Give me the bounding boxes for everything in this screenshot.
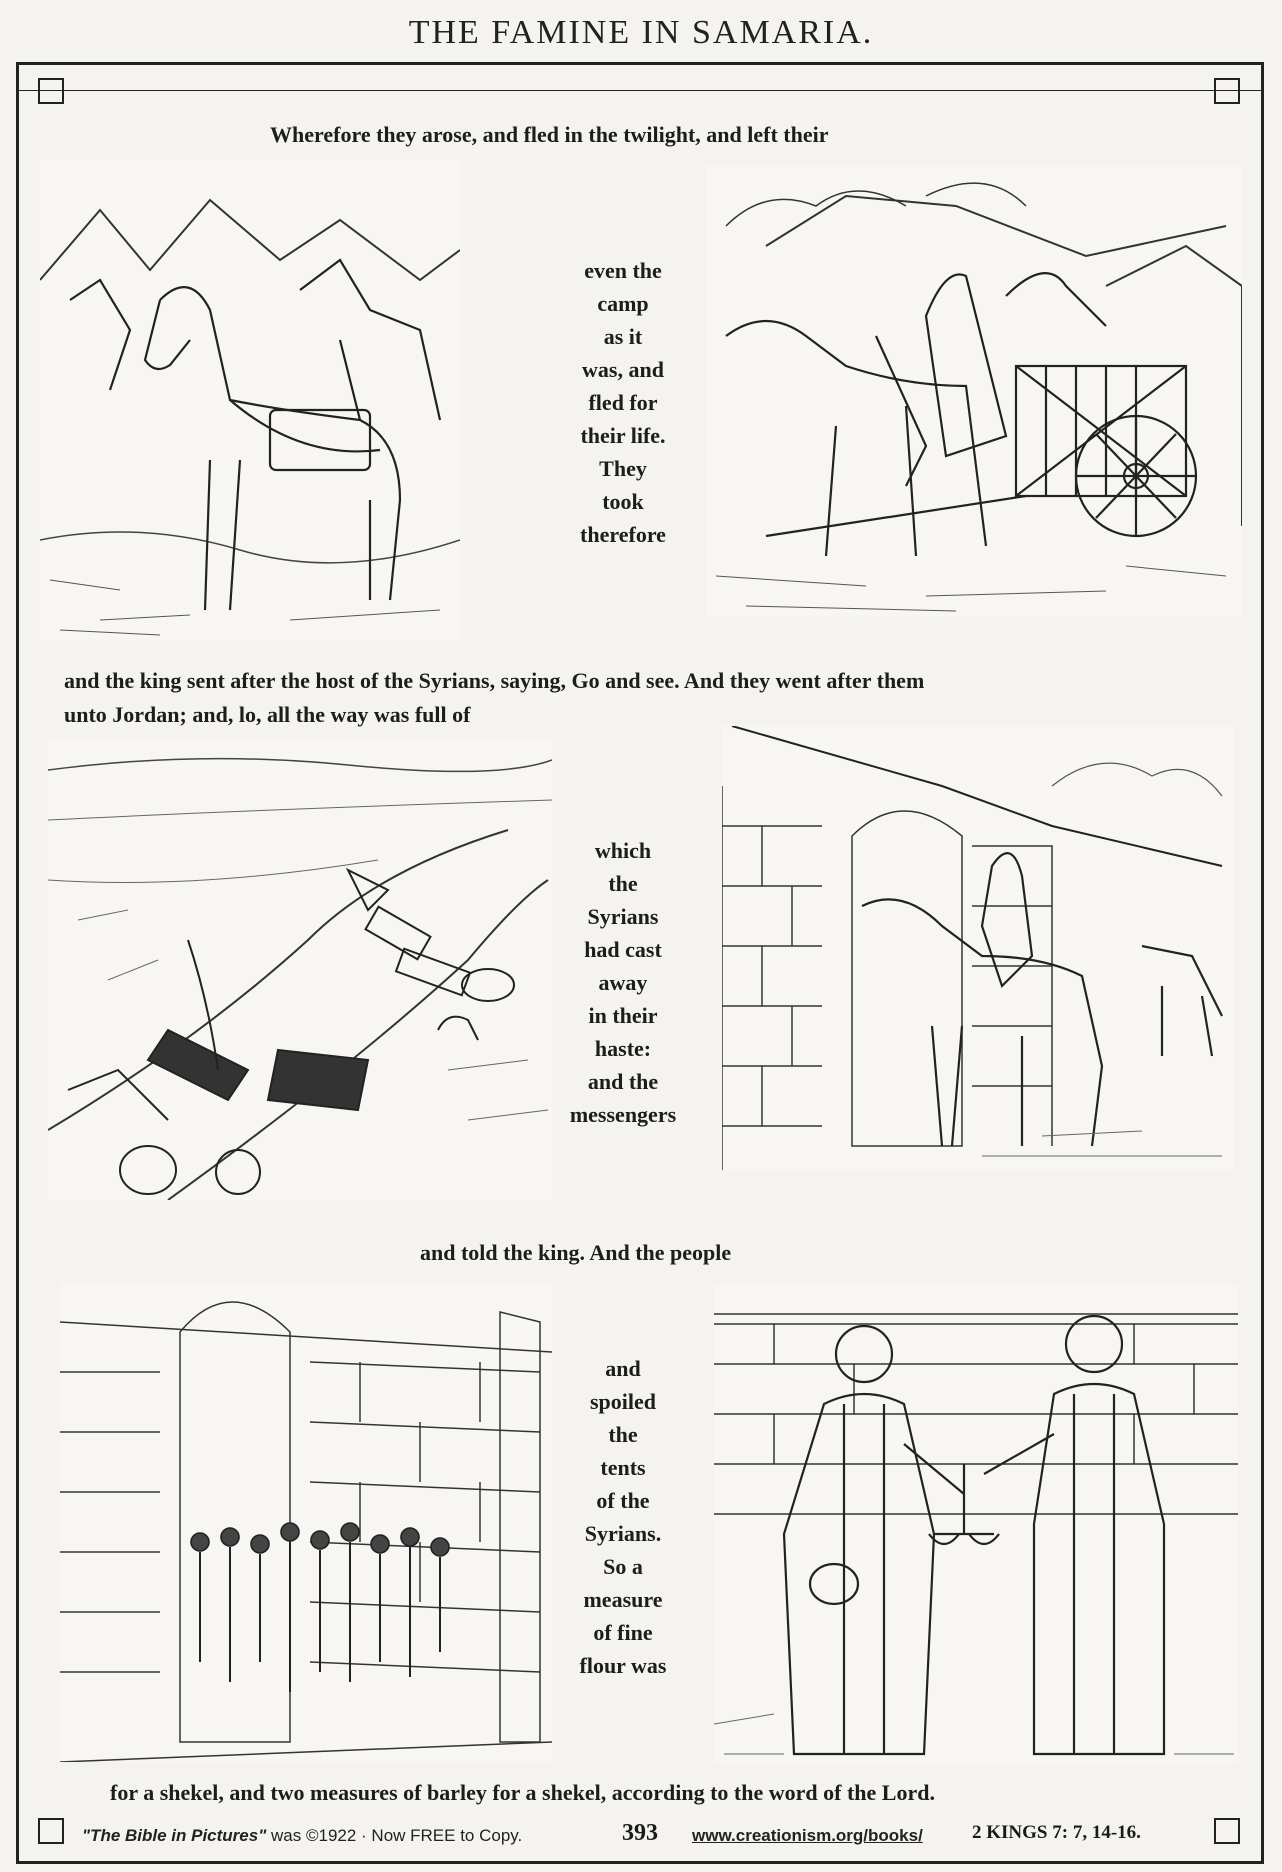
scripture-reference: 2 KINGS 7: 7, 14-16. [972,1822,1141,1843]
copyright-notice: was ©1922 · Now FREE to Copy. [266,1826,523,1845]
caption-lower: and told the king. And the people [420,1240,732,1265]
text-line: as it [603,324,643,349]
text-line: therefore [580,522,666,547]
text-line: which [594,838,652,863]
caption-top: Wherefore they arose, and fled in the twilight, and left their [270,122,829,147]
text-line: of the [596,1488,650,1513]
text-column-3 [558,1352,688,1682]
text-line: the [608,1422,638,1447]
illustration-messengers-at-city-gate [722,726,1234,1170]
illustration-horses-at-camp [40,160,460,640]
frame-corner-bottom-left [38,1818,64,1844]
text-line: Syrians [587,904,659,929]
text-line: the [608,871,638,896]
text-line: measure [583,1587,663,1612]
text-column-2 [558,834,688,1131]
frame-rule-top [16,90,1264,91]
text-line: in their [588,1003,658,1028]
illustration-people-at-city-gate [60,1282,552,1762]
text-line: even the [584,258,662,283]
text-line: away [598,970,648,995]
text-line: had cast [584,937,662,962]
text-line: fled for [588,390,658,415]
text-line: their life. [580,423,666,448]
frame-corner-top-left [38,78,64,104]
text-line: haste: [594,1036,652,1061]
website-link[interactable]: www.creationism.org/books/ [692,1826,923,1845]
text-column-1 [558,254,688,551]
text-line: and the [587,1069,659,1094]
illustration-men-weighing-flour [714,1284,1238,1764]
frame-corner-bottom-right [1214,1818,1240,1844]
text-line: of fine [593,1620,653,1645]
text-line: messengers [569,1102,677,1127]
text-line: tents [600,1455,646,1480]
text-line: camp [597,291,649,316]
page-title: THE FAMINE IN SAMARIA. [408,14,874,51]
text-line: Syrians. [584,1521,662,1546]
caption-middle-line-2: unto Jordan; and, lo, all the way was full of [64,702,471,727]
illustration-riders-and-chariot [706,166,1242,616]
text-line: flour was [579,1653,667,1678]
text-line: was, and [582,357,664,382]
text-line: They [599,456,647,481]
text-line: took [602,489,644,514]
book-title: "The Bible in Pictures" [82,1826,267,1845]
frame-corner-top-right [1214,78,1240,104]
text-line: spoiled [589,1389,657,1414]
footer-credit [82,1826,522,1846]
text-line: So a [603,1554,643,1579]
caption-bottom: for a shekel, and two measures of barley for a shekel, according to the word of the Lord. [110,1780,935,1805]
caption-middle-line-1: and the king sent after the host of the Syrians, saying, Go and see. And they went after them [64,668,925,693]
illustration-road-with-cast-garments [48,740,552,1200]
text-line: and [605,1356,641,1381]
page-number: 393 [622,1820,658,1846]
